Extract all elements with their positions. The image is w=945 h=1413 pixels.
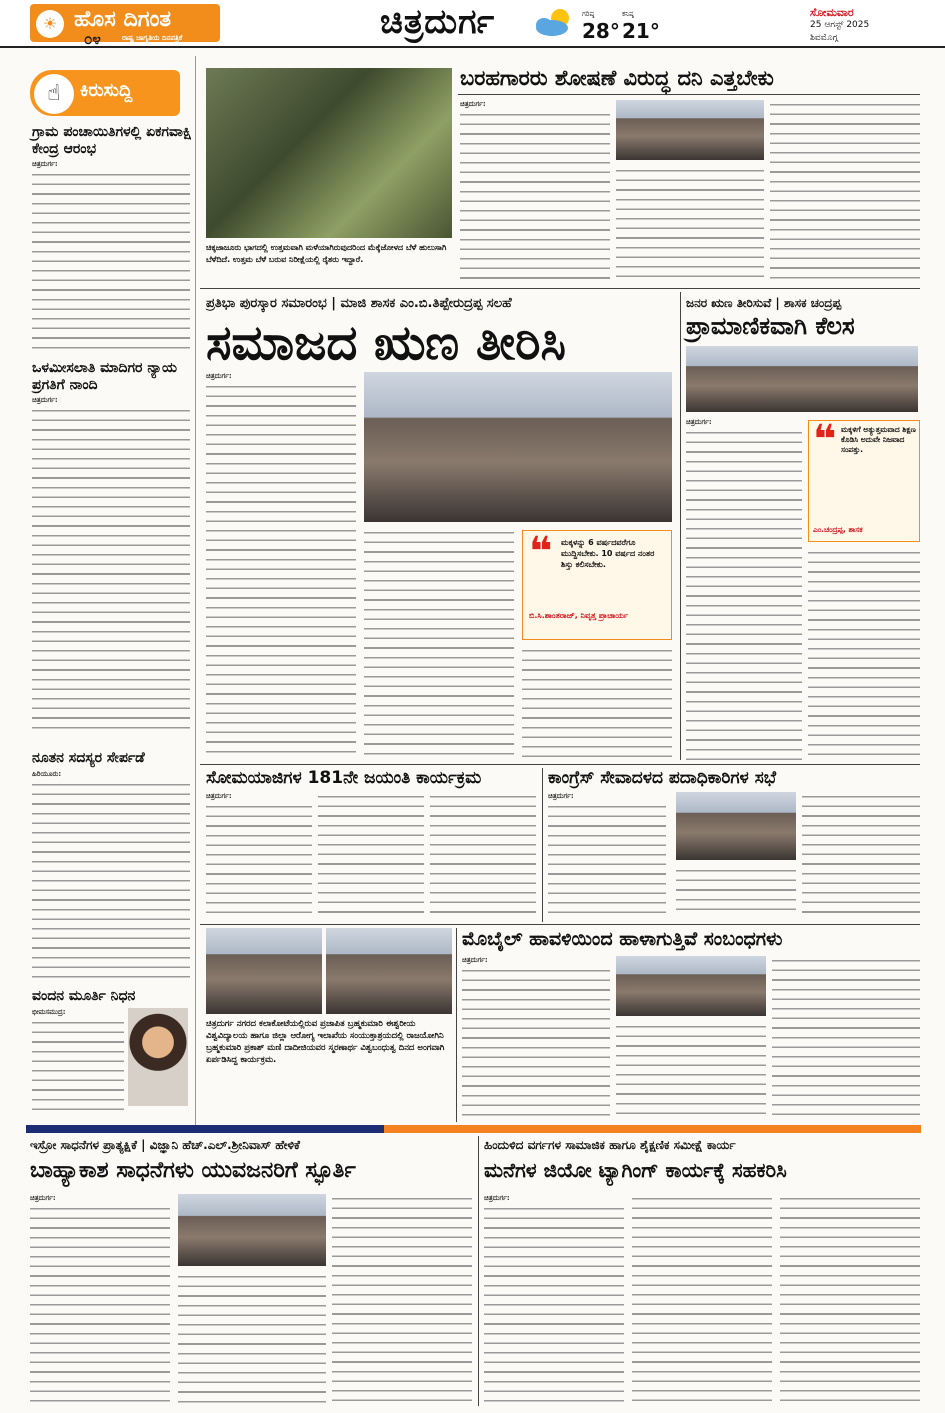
survey-body-col1 <box>484 1204 624 1404</box>
divider <box>478 1136 479 1406</box>
main-quote-author: ಬಿ.ಸಿ.ಶಾಂತರಾಜ್, ನಿವೃತ್ತ ಪ್ರಾಚಾರ್ಯ <box>529 611 629 620</box>
masthead <box>0 0 945 48</box>
brand-name: ಹೊಸ ದಿಗಂತ <box>74 7 172 32</box>
temp-high: 28° <box>582 19 620 43</box>
divider <box>456 928 457 1122</box>
isro-photo <box>178 1194 326 1266</box>
temp-low-block <box>622 10 660 43</box>
main-story-body-col3 <box>522 646 672 760</box>
top-story-body-col1 <box>460 110 610 280</box>
main-story-headline[interactable]: ಸಮಾಜದ ಋಣ ತೀರಿಸಿ <box>206 315 566 371</box>
isro-body-col3 <box>332 1194 472 1404</box>
right-story-kicker: ಜನರ ಋಣ ತೀರಿಸುವೆ | ಶಾಸಕ ಚಂದ್ರಪ್ಪ <box>686 296 842 310</box>
main-quote-text: ಮಕ್ಕಳನ್ನು 6 ವರ್ಷದವರೆಗೂ ಮುದ್ದಿಸಬೇಕು. 10 ವರ್ಷದ ನಂತರ ಶಿಸ್ತು ಕಲಿಸಬೇಕು. <box>561 538 655 569</box>
somayaji-lead: ಚಿತ್ರದುರ್ಗ: <box>206 792 232 800</box>
brahmakumari-caption: ಚಿತ್ರದುರ್ಗ ನಗರದ ಕಲಾಕೋಟೆಯಲ್ಲಿರುವ ಪ್ರಜಾಪಿತ ಬ್ರಹ್ಮಕುಮಾರಿ ಈಶ್ವರೀಯ ವಿಶ್ವವಿದ್ಯಾಲಯ ಹಾಗೂ ಜಿಲ್ಲಾ ಆರೋಗ್ಯ ಇಲಾಖೆಯ ಸಂಯುಕ್ತಾಶ್ರಯದಲ್ಲಿ ರಾಜಯೋಗಿನಿ ಬ್ರಹ್ಮಕುಮಾರಿ ಪ್ರಕಾಶ್ ಮಣಿ ದಾದೀಜಿಯವರ ಸ್ಮರಣಾರ್ಥ ವಿಶ್ವಬಂಧುತ್ವ ದಿನದ ಅಂಗವಾಗಿ ಏರ್ಪಡಿಸಿದ್ದ ಕಾರ್ಯಕ್ರಮ. <box>206 1019 445 1065</box>
brand-logo[interactable] <box>30 4 220 42</box>
page-number: ೦೪ <box>84 30 101 48</box>
mobile-story-photo <box>616 956 766 1016</box>
brief-1-title[interactable]: ಗ್ರಾಮ ಪಂಚಾಯಿತಿಗಳಲ್ಲಿ ಏಕಗವಾಕ್ಷಿ ಕೇಂದ್ರ ಆರಂಭ <box>32 124 192 157</box>
brahmakumari-photo-2 <box>326 928 452 1014</box>
mobile-body-col2 <box>616 1022 766 1120</box>
main-story-group-photo <box>364 372 672 522</box>
brief-4-title[interactable]: ವಂದನ ಮೂರ್ತಿ ನಿಧನ <box>32 988 136 1004</box>
weather-cloud-icon <box>530 8 578 38</box>
somayaji-body-col2 <box>318 792 424 918</box>
temp-low: 21° <box>622 19 660 43</box>
divider <box>458 94 920 95</box>
maize-photo-caption: ಚಿಕ್ಕಜಾಜೂರು ಭಾಗದಲ್ಲಿ ಉತ್ತಮವಾಗಿ ಮಳೆಯಾಗಿರುವುದರಿಂದ ಮೆಕ್ಕೆಜೋಳದ ಬೆಳೆ ಹುಲುಸಾಗಿ ಬೆಳೆದಿದೆ. ಉತ್ತಮ ಬೆಳೆ ಬರುವ ನಿರೀಕ್ಷೆಯಲ್ಲಿ ರೈತರು ಇದ್ದಾರೆ. <box>206 243 447 264</box>
congress-body-col3 <box>802 792 920 918</box>
right-story-lead: ಚಿತ್ರದುರ್ಗ: <box>686 418 712 426</box>
survey-headline[interactable]: ಮನೆಗಳ ಜಿಯೋ ಟ್ಯಾಗಿಂಗ್ ಕಾರ್ಯಕ್ಕೆ ಸಹಕರಿಸಿ <box>484 1158 787 1182</box>
right-story-quote-box <box>808 417 920 542</box>
main-story-body-col1 <box>206 382 356 760</box>
survey-kicker: ಹಿಂದುಳಿದ ವರ್ಗಗಳ ಸಾಮಾಜಿಕ ಹಾಗೂ ಶೈಕ್ಷಣಿಕ ಸಮೀಕ್ಷೆ ಕಾರ್ಯ <box>484 1138 736 1152</box>
right-story-body-col1 <box>686 428 802 760</box>
main-story-lead: ಚಿತ್ರದುರ್ಗ: <box>206 372 232 380</box>
kiru-suddi-label: ಕಿರುಸುದ್ದಿ <box>80 80 133 101</box>
brahmakumari-photo-1 <box>206 928 322 1014</box>
isro-kicker: ಇಸ್ರೋ ಸಾಧನೆಗಳ ಪ್ರಾತ್ಯಕ್ಷಿಕೆ | ವಿಜ್ಞಾನಿ ಹೆಚ್.ಎಲ್.ಶ್ರೀನಿವಾಸ್ ಹೇಳಿಕೆ <box>30 1138 300 1152</box>
main-story-quote-box <box>522 530 672 640</box>
weekday: ಸೋಮವಾರ <box>810 6 854 19</box>
top-story-lead: ಚಿತ್ರದುರ್ಗ: <box>460 100 486 108</box>
divider <box>200 924 920 925</box>
date: 25 ಆಗಸ್ಟ್ 2025 <box>810 20 870 30</box>
right-story-body-col2 <box>808 548 920 760</box>
brief-3-title[interactable]: ನೂತನ ಸದಸ್ಯರ ಸೇರ್ಪಡೆ <box>32 750 145 766</box>
edition-title: ಚಿತ್ರದುರ್ಗ <box>380 2 496 42</box>
obituary-portrait <box>128 1008 188 1106</box>
top-story-photo <box>616 100 764 160</box>
brief-2-title[interactable]: ಒಳಮೀಸಲಾತಿ ಮಾದಿಗರ ನ್ಯಾಯ ಪ್ರಗತಿಗೆ ನಾಂದಿ <box>32 360 177 393</box>
brief-1-lead: ಚಿತ್ರದುರ್ಗ: <box>32 160 58 168</box>
somayaji-headline[interactable]: ಸೋಮಯಾಜಿಗಳ 181ನೇ ಜಯಂತಿ ಕಾರ್ಯಕ್ರಮ <box>206 768 482 788</box>
temp-high-label: ಗರಿಷ್ಠ <box>582 10 595 18</box>
isro-lead: ಚಿತ್ರದುರ್ಗ: <box>30 1194 56 1202</box>
brief-1-body <box>32 170 190 352</box>
isro-body-col2 <box>178 1272 326 1404</box>
right-quote-author: ಎಂ.ಚಂದ್ರಪ್ಪ, ಶಾಸಕ <box>813 525 863 534</box>
congress-headline[interactable]: ಕಾಂಗ್ರೆಸ್ ಸೇವಾದಳದ ಪದಾಧಿಕಾರಿಗಳ ಸಭೆ <box>548 768 777 788</box>
date-block <box>810 6 869 45</box>
congress-lead: ಚಿತ್ರದುರ್ಗ: <box>548 792 574 800</box>
section-band <box>26 1125 921 1133</box>
divider <box>542 768 543 922</box>
top-story-headline[interactable]: ಬರಹಗಾರರು ಶೋಷಣೆ ವಿರುದ್ಧ ದನಿ ಎತ್ತಬೇಕು <box>460 66 774 90</box>
main-story-body-col2 <box>364 528 514 760</box>
top-story-body-col3 <box>770 100 920 280</box>
isro-headline[interactable]: ಬಾಹ್ಯಾಕಾಶ ಸಾಧನೆಗಳು ಯುವಜನರಿಗೆ ಸ್ಫೂರ್ತಿ <box>30 1158 356 1183</box>
survey-lead: ಚಿತ್ರದುರ್ಗ: <box>484 1194 510 1202</box>
isro-body-col1 <box>30 1204 170 1404</box>
congress-body-col1 <box>548 802 666 918</box>
mobile-body-col3 <box>772 956 920 1120</box>
brief-4-body <box>32 1018 124 1118</box>
main-story-kicker: ಪ್ರತಿಭಾ ಪುರಸ್ಕಾರ ಸಮಾರಂಭ | ಮಾಜಿ ಶಾಸಕ ಎಂ.ಬಿ.ತಿಪ್ಪೇರುದ್ರಪ್ಪ ಸಲಹೆ <box>206 296 512 311</box>
temp-high-block <box>582 10 620 43</box>
brief-2-lead: ಚಿತ್ರದುರ್ಗ: <box>32 396 58 404</box>
mobile-body-col1 <box>462 966 610 1120</box>
congress-photo <box>676 792 796 860</box>
quote-icon: ❝ <box>813 417 837 463</box>
pointing-hand-icon: ☝ <box>34 74 74 114</box>
edition-name: ಶಿವಮೊಗ್ಗ <box>810 33 838 43</box>
mobile-headline[interactable]: ಮೊಬೈಲ್ ಹಾವಳಿಯಿಂದ ಹಾಳಾಗುತ್ತಿವೆ ಸಂಬಂಧಗಳು <box>462 928 783 950</box>
somayaji-body-col3 <box>430 792 536 918</box>
temp-low-label: ಕನಿಷ್ಠ <box>622 10 634 18</box>
survey-body-col3 <box>780 1194 920 1404</box>
divider <box>200 764 920 765</box>
brief-4-lead: ಭೀಮಸಮುದ್ರ: <box>32 1008 66 1016</box>
maize-crop-photo <box>206 68 452 238</box>
right-story-headline[interactable]: ಪ್ರಾಮಾಣಿಕವಾಗಿ ಕೆಲಸ <box>686 312 855 340</box>
brief-2-body <box>32 406 190 736</box>
mobile-lead: ಚಿತ್ರದುರ್ಗ: <box>462 956 488 964</box>
top-story-body-col2 <box>616 166 764 280</box>
quote-icon: ❝ <box>529 529 553 575</box>
brief-3-lead: ಹಿರಿಯೂರು: <box>32 770 62 778</box>
brief-3-body <box>32 780 190 980</box>
survey-body-col2 <box>632 1194 772 1404</box>
congress-body-col2 <box>676 866 796 918</box>
brand-tagline: ರಾಷ್ಟ್ರ ಜಾಗೃತಿಯ ದಿನಪತ್ರಿಕೆ <box>122 34 183 42</box>
right-quote-text: ಮಕ್ಕಳಿಗೆ ಅತ್ಯುತ್ತಮವಾದ ಶಿಕ್ಷಣ ಕೊಡಿಸಿ ಅದುವೇ ನಿಜವಾದ ಸಂಪತ್ತು. <box>841 425 916 454</box>
right-story-photo <box>686 346 918 412</box>
sun-logo-icon: ☀ <box>36 10 64 38</box>
divider <box>680 292 681 760</box>
somayaji-body-col1 <box>206 802 312 918</box>
divider <box>200 288 920 289</box>
